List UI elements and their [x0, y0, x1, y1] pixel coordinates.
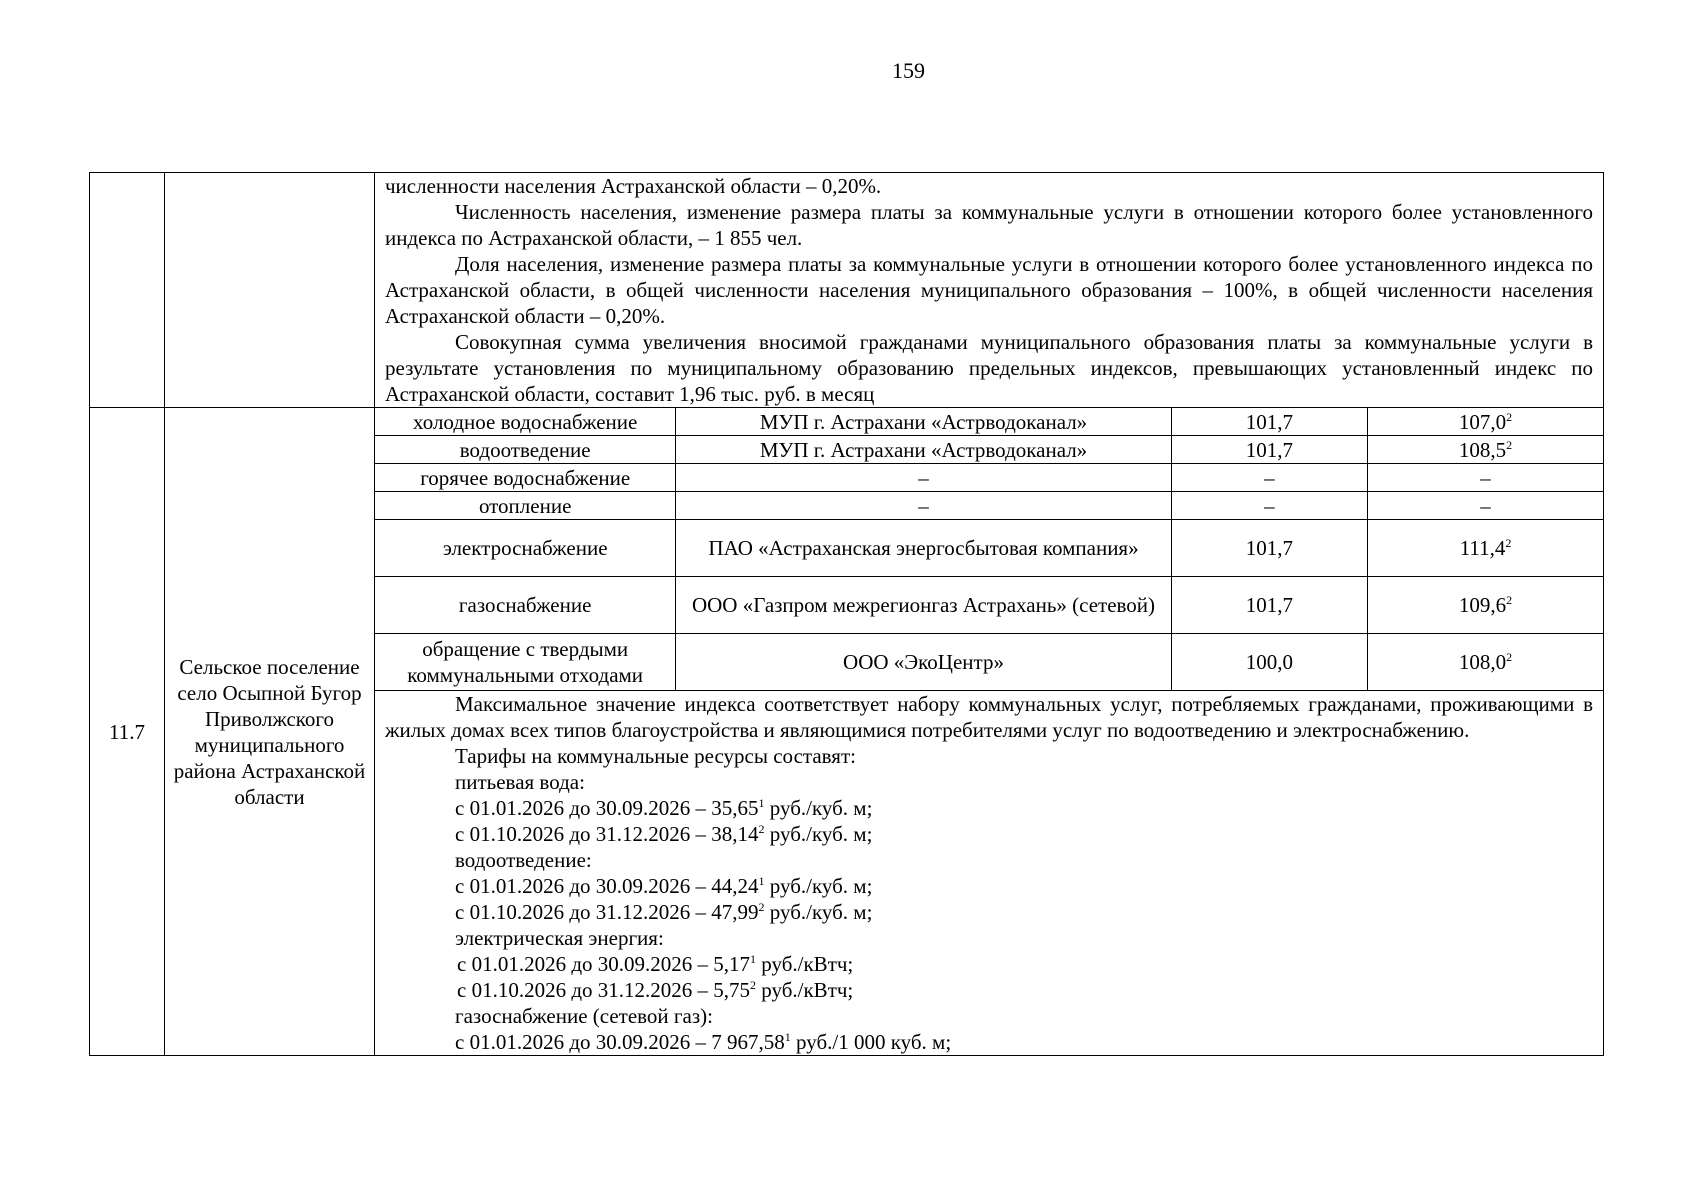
- footnote-mark: 2: [1506, 437, 1513, 452]
- service-index: –: [1171, 492, 1367, 520]
- service-row: [375, 464, 1603, 492]
- paragraph: Совокупная сумма увеличения вносимой гражданами муниципального образования платы за коммунальные услуги в результате установления по муниципальному образованию предельных индексов, превышающих установленный индекс по Астраханской области, составит 1,96 тыс. руб. в месяц: [385, 330, 1593, 406]
- service-max-index: [1368, 408, 1603, 436]
- footnote-mark: 2: [1506, 650, 1513, 664]
- document-table: [89, 172, 1604, 1056]
- row-number-cell: 11.7: [90, 408, 165, 1056]
- service-name: отопление: [375, 492, 676, 520]
- max-index-value: 108,5: [1458, 437, 1507, 462]
- tariff-line: газоснабжение (сетевой газ):: [455, 1004, 713, 1028]
- service-row: [375, 520, 1603, 577]
- services-table: [375, 408, 1603, 691]
- footnote-mark: 2: [1506, 409, 1513, 424]
- tariff-line: с 01.10.2026 до 31.12.2026 – 5,75$^2$ руб./кВтч;: [457, 978, 854, 1002]
- service-max-index: [1368, 577, 1603, 634]
- tariffs-text: [375, 691, 1603, 1055]
- service-name: холодное водоснабжение: [375, 408, 676, 436]
- service-row: [375, 577, 1603, 634]
- service-index: 101,7: [1171, 408, 1367, 436]
- service-name: электроснабжение: [375, 520, 676, 577]
- tariff-line: водоотведение:: [455, 848, 592, 872]
- service-row: [375, 492, 1603, 520]
- max-index-value: 111,4: [1459, 536, 1506, 560]
- paragraph: Доля населения, изменение размера платы за коммунальные услуги в отношении которого более установленного индекса по Астраханской области, в общей численности населения муниципального образования – 100%, в общей численности населения Астраханской области – 0,20%.: [385, 252, 1593, 328]
- row-number-cell: [90, 173, 165, 408]
- service-provider: –: [676, 492, 1171, 520]
- municipality-cell: [165, 173, 375, 408]
- footnote-mark: 1: [750, 952, 757, 966]
- service-index: –: [1171, 464, 1367, 492]
- tariff-line: с 01.01.2026 до 30.09.2026 – 5,17$^1$ руб./кВтч;: [457, 952, 854, 976]
- table-row-11-7: [90, 408, 1604, 1056]
- footnote-mark: 1: [758, 874, 765, 888]
- footnote-mark: 1: [784, 1030, 791, 1044]
- max-index-value: 109,6: [1458, 593, 1507, 617]
- tariff-line: с 01.10.2026 до 31.12.2026 – 38,14$^2$ руб./куб. м;: [455, 822, 873, 846]
- table-row-previous: [90, 173, 1604, 408]
- service-name: водоотведение: [375, 436, 676, 464]
- tariff-line: питьевая вода:: [455, 770, 585, 794]
- service-max-index: [1368, 436, 1603, 464]
- paragraph: численности населения Астраханской области – 0,20%.: [385, 174, 882, 198]
- service-max-index: –: [1368, 492, 1603, 520]
- service-name: обращение с твердыми коммунальными отходами: [375, 634, 676, 691]
- tariff-line: с 01.01.2026 до 30.09.2026 – 7 967,58$^1$ руб./1 000 куб. м;: [455, 1030, 952, 1054]
- service-index: 101,7: [1171, 577, 1367, 634]
- footnote-mark: 2: [758, 900, 765, 914]
- footnote-mark: 2: [1506, 593, 1513, 607]
- service-max-index: [1368, 520, 1603, 577]
- service-index: 101,7: [1171, 436, 1367, 464]
- max-index-value: 107,0: [1458, 409, 1507, 434]
- service-row: [375, 634, 1603, 691]
- municipality-cell: Сельское поселение село Осыпной Бугор Приволжского муниципального района Астраханской области: [165, 408, 375, 1056]
- service-provider: ПАО «Астраханская энергосбытовая компания»: [676, 520, 1171, 577]
- paragraph: Численность населения, изменение размера платы за коммунальные услуги в отношении которого более установленного индекса по Астраханской области, – 1 855 чел.: [385, 200, 1593, 250]
- service-index: 101,7: [1171, 520, 1367, 577]
- service-provider: МУП г. Астрахани «Астрводоканал»: [676, 408, 1171, 436]
- services-and-text-cell: [375, 408, 1604, 1056]
- service-max-index: [1368, 634, 1603, 691]
- tariff-line: с 01.01.2026 до 30.09.2026 – 44,24$^1$ руб./куб. м;: [455, 874, 873, 898]
- service-index: 100,0: [1171, 634, 1367, 691]
- max-index-paragraph: Максимальное значение индекса соответствует набору коммунальных услуг, потребляемых гражданами, проживающими в жилых домах всех типов благоустройства и являющимися потребителями услуг по водоотведению и электроснабжению.: [385, 692, 1593, 742]
- tariff-line: с 01.01.2026 до 30.09.2026 – 35,65$^1$ руб./куб. м;: [455, 796, 873, 820]
- service-provider: ООО «Газпром межрегионгаз Астрахань» (сетевой): [676, 577, 1171, 634]
- max-index-value: 108,0: [1458, 650, 1507, 674]
- continued-text-cell: [375, 173, 1604, 408]
- service-row: [375, 436, 1603, 464]
- footnote-mark: 2: [758, 822, 765, 836]
- service-row: [375, 408, 1603, 436]
- footnote-mark: 1: [758, 796, 765, 810]
- tariffs-intro: Тарифы на коммунальные ресурсы составят:: [455, 744, 856, 768]
- footnote-mark: 2: [1505, 536, 1512, 550]
- service-provider: –: [676, 464, 1171, 492]
- service-name: горячее водоснабжение: [375, 464, 676, 492]
- footnote-mark: 2: [750, 978, 757, 992]
- page-number: 159: [892, 58, 925, 83]
- service-provider: ООО «ЭкоЦентр»: [676, 634, 1171, 691]
- tariff-line: электрическая энергия:: [455, 926, 664, 950]
- service-max-index: –: [1368, 464, 1603, 492]
- service-name: газоснабжение: [375, 577, 676, 634]
- tariff-line: с 01.10.2026 до 31.12.2026 – 47,99$^2$ руб./куб. м;: [455, 900, 873, 924]
- service-provider: МУП г. Астрахани «Астрводоканал»: [676, 436, 1171, 464]
